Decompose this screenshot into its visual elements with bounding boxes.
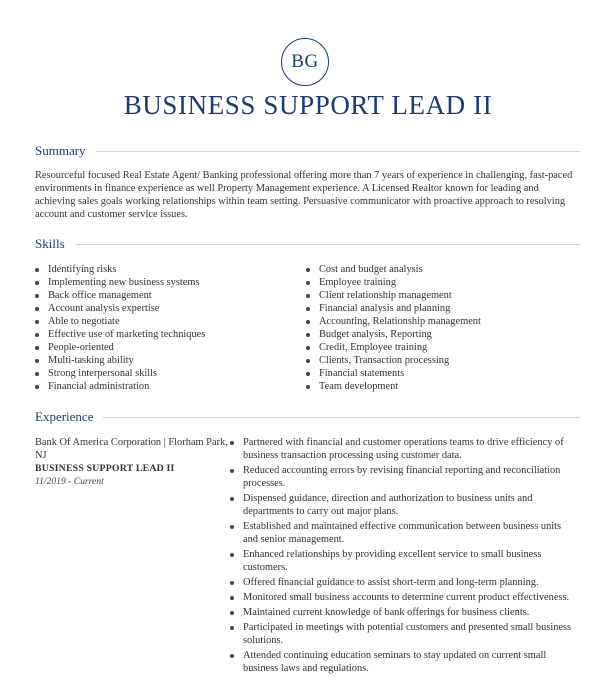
skill-item: Cost and budget analysis (305, 263, 481, 276)
skill-item: Identifying risks (34, 263, 205, 276)
skill-item: Credit, Employee training (305, 341, 481, 354)
skill-item: Effective use of marketing techniques (34, 328, 205, 341)
summary-title: Summary (35, 143, 96, 159)
skill-item: Budget analysis, Reporting (305, 328, 481, 341)
job-duty: Established and maintained effective communication between business units and senior management. (230, 520, 575, 546)
resume-name: BUSINESS SUPPORT LEAD II (123, 90, 493, 120)
skill-item: Strong interpersonal skills (34, 367, 205, 380)
skills-divider (35, 244, 580, 245)
skill-item: Multi-tasking ability (34, 354, 205, 367)
job-duty: Participated in meetings with potential customers and presented small business solutions. (230, 621, 575, 647)
skill-item: Financial administration (34, 380, 205, 393)
skill-item: People-oriented (34, 341, 205, 354)
skills-list-left (34, 263, 205, 393)
skill-item: Accounting, Relationship management (305, 315, 481, 328)
job-duty: Offered financial guidance to assist short-term and long-term planning. (230, 576, 575, 589)
job-dates: 11/2019 - Current (35, 476, 104, 487)
job-duty: Monitored small business accounts to determine current product effectiveness. (230, 591, 575, 604)
skills-title: Skills (35, 236, 75, 252)
initials-text: BG (291, 51, 319, 72)
skills-list-right (305, 263, 481, 393)
job-meta (35, 436, 230, 488)
job-duty: Reduced accounting errors by revising financial reporting and reconciliation processes. (230, 464, 575, 490)
summary-section-header (35, 143, 580, 163)
skill-item: Clients, Transaction processing (305, 354, 481, 367)
job-duty: Partnered with financial and customer operations teams to drive efficiency of business transaction processing using customer data. (230, 436, 575, 462)
initials-monogram (281, 38, 329, 86)
skill-item: Team development (305, 380, 481, 393)
job-duty: Attended continuing education seminars to stay updated on current small business laws and regulations. (230, 649, 575, 675)
skill-item: Able to negotiate (34, 315, 205, 328)
skill-item: Employee training (305, 276, 481, 289)
job-role: BUSINESS SUPPORT LEAD II (35, 463, 175, 474)
skill-item: Implementing new business systems (34, 276, 205, 289)
skill-item: Client relationship management (305, 289, 481, 302)
experience-divider (35, 417, 580, 418)
skill-item: Financial statements (305, 367, 481, 380)
skills-section-header (35, 236, 580, 256)
experience-title: Experience (35, 409, 103, 425)
experience-section-header (35, 409, 580, 429)
skill-item: Financial analysis and planning (305, 302, 481, 315)
summary-divider (35, 151, 580, 152)
summary-text: Resourceful focused Real Estate Agent/ Banking professional offering more than 7 years of experience in challenging, fast-paced environments in finance experience as well Property Management experience. A Licensed Realtor known for leading and achieving sales goals working relationships within team setting. Persuasive communicator with proactive approach to resolving account and customer service issues. (35, 170, 573, 220)
job-duties-list (230, 436, 575, 677)
job-company: Bank Of America Corporation | Florham Park, NJ (35, 437, 228, 461)
job-duty: Maintained current knowledge of bank offerings for business clients. (230, 606, 575, 619)
skill-item: Account analysis expertise (34, 302, 205, 315)
job-duty: Enhanced relationships by providing excellent service to small business customers. (230, 548, 575, 574)
skill-item: Back office management (34, 289, 205, 302)
job-duty: Dispensed guidance, direction and authorization to business units and departments to carry out major plans. (230, 492, 575, 518)
